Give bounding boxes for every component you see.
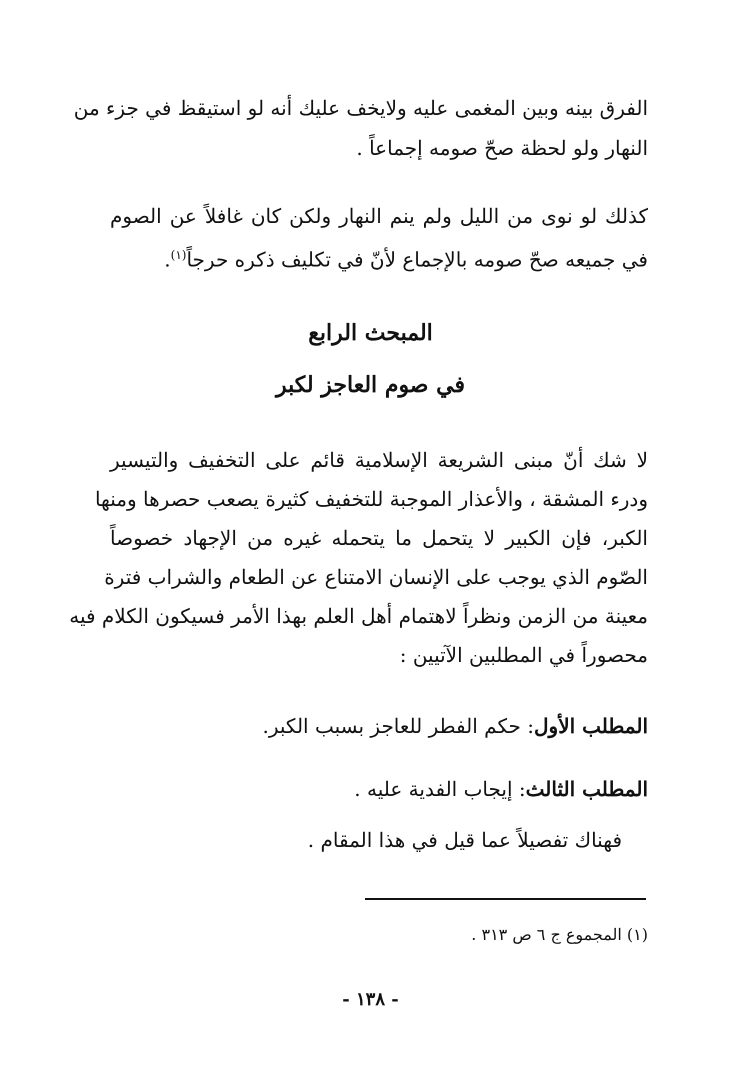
para3-line-1: لا شك أنّ مبنى الشريعة الإسلامية قائم على التخفيف والتيسير: [110, 448, 648, 472]
footnote-separator: [365, 898, 646, 900]
para1-line-2: النهار ولو لحظة صحّ صومه إجماعاً .: [356, 136, 648, 160]
matlab-first-text: : حكم الفطر للعاجز بسبب الكبر.: [262, 714, 534, 738]
section-subheading: في صوم العاجز لكبر: [276, 372, 465, 398]
para2-line-2: [164, 241, 648, 274]
matlab-third: [354, 775, 648, 803]
para1-line-1: الفرق بينه وبين المغمى عليه ولايخف عليك أنه لو استيقظ في جزء من: [73, 96, 648, 120]
para3-line-5: معينة من الزمن ونظراً لاهتمام أهل العلم بهذا الأمر فسيكون الكلام فيه: [69, 604, 648, 628]
matlab-third-text: : إيجاب الفدية عليه .: [354, 777, 526, 801]
matlab-third-label: المطلب الثالث: [525, 777, 648, 801]
para2-line-2-end: .: [164, 247, 171, 272]
para3-line-3: الكبر، فإن الكبير لا يتحمل ما يتحمله غيره من الإجهاد خصوصاً: [110, 526, 648, 550]
page-number: - ١٣٨ -: [342, 989, 399, 1010]
footnote-reference: (١): [170, 248, 187, 262]
para3-line-4: الصّوم الذي يوجب على الإنسان الامتناع عن الطعام والشراب فترة: [104, 565, 648, 589]
para3-line-2: ودرء المشقة ، والأعذار الموجبة للتخفيف كثيرة يصعب حصرها ومنها: [94, 487, 648, 511]
matlab-first: [262, 712, 648, 740]
section-heading: المبحث الرابع: [308, 320, 433, 346]
footnote-text: (١) المجموع ج ٦ ص ٣١٣ .: [471, 925, 648, 944]
para2-line-2-text: في جميعه صحّ صومه بالإجماع لأنّ في تكليف ذكره حرجاً: [186, 247, 648, 272]
para3-line-6: محصوراً في المطلبين الآتيين :: [399, 643, 648, 667]
matlab-first-label: المطلب الأول: [534, 714, 648, 738]
para2-line-1: كذلك لو نوى من الليل ولم ينم النهار ولكن كان غافلاً عن الصوم: [110, 204, 648, 228]
closing-line: فهناك تفصيلاً عما قيل في هذا المقام .: [307, 828, 622, 852]
